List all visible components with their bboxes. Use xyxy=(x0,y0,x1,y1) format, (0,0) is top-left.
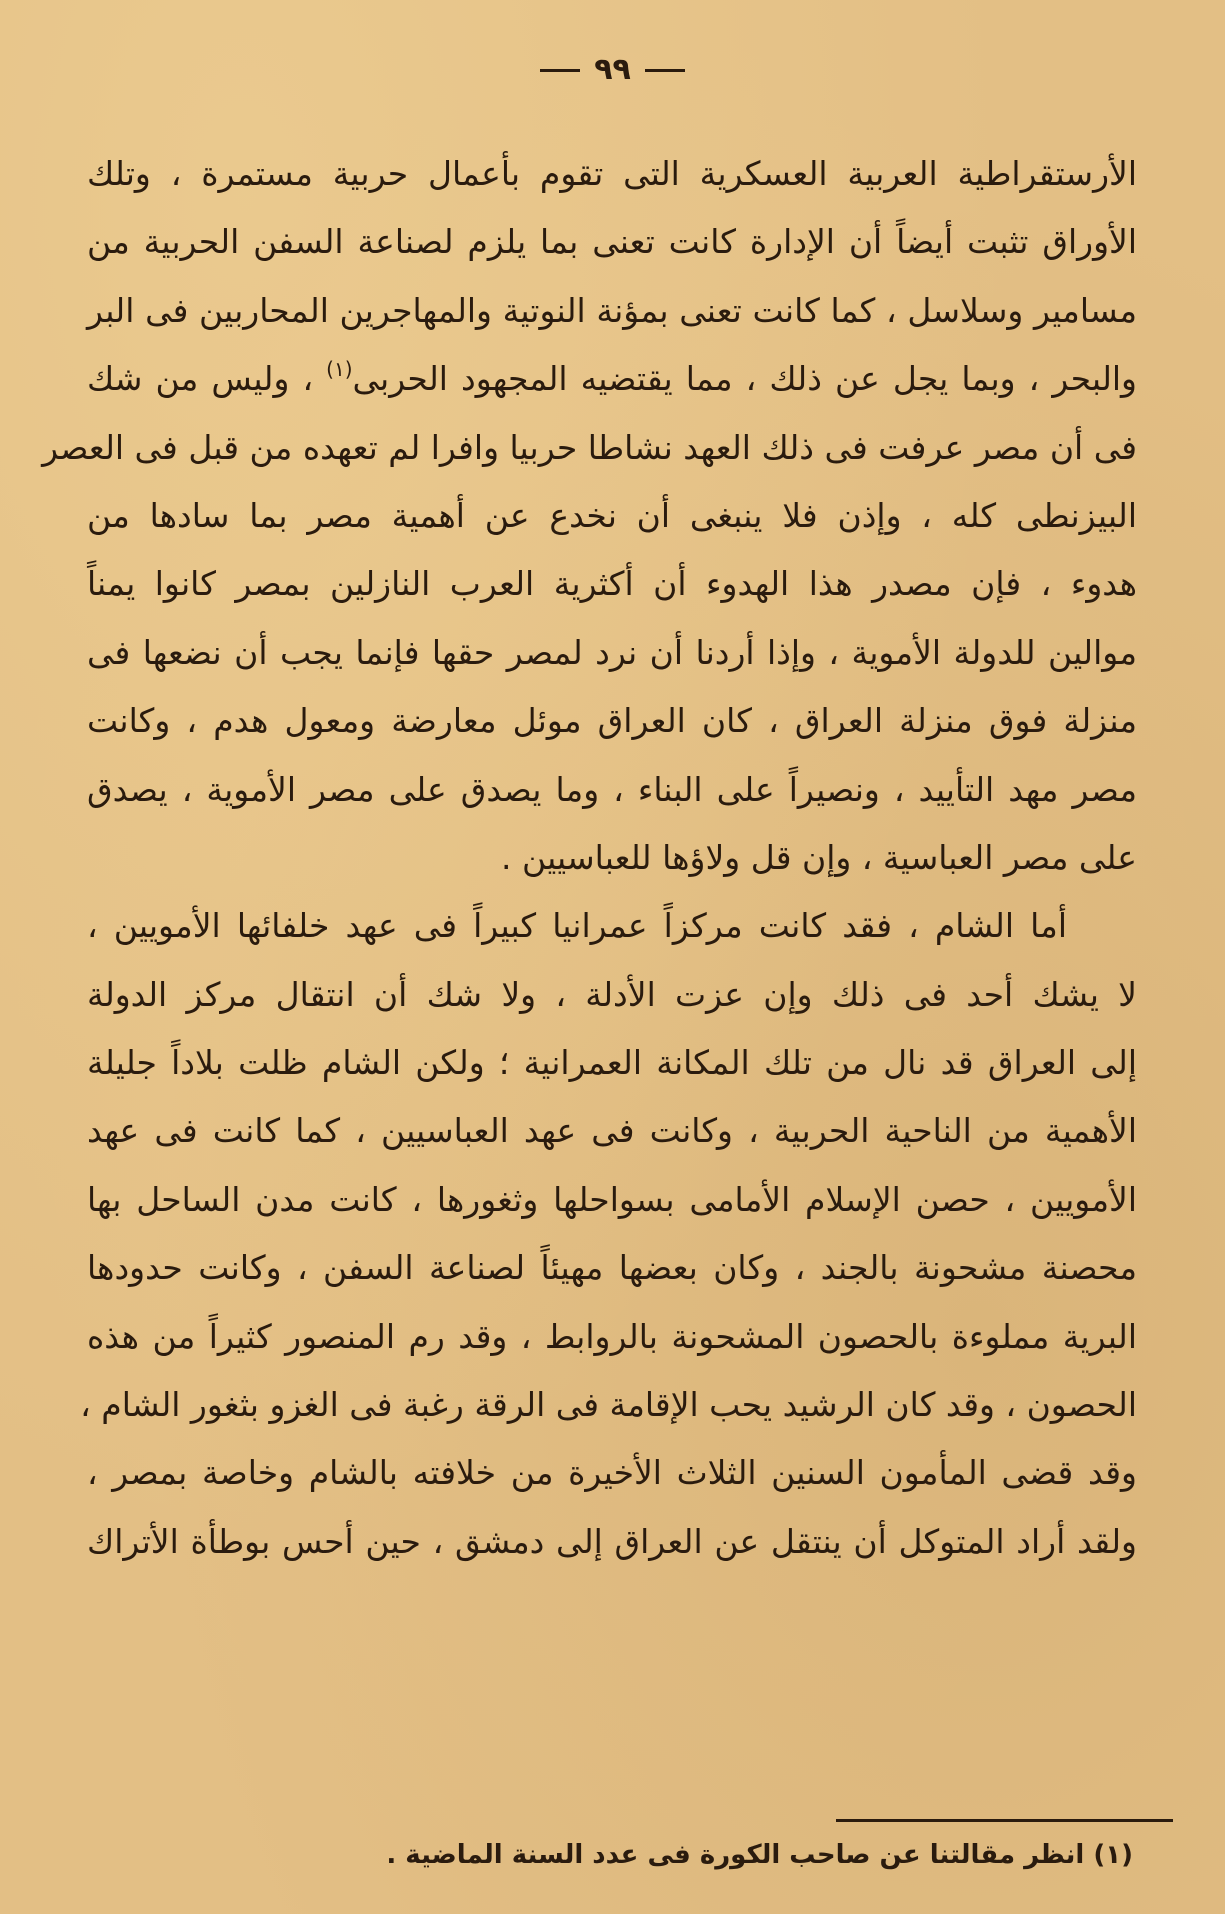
text-line: هدوء ، فإن مصدر هذا الهدوء أن أكثرية العرب النازلين بمصر كانوا يمناً xyxy=(87,564,1137,604)
text-line: الأهمية من الناحية الحربية ، وكانت فى عهد العباسيين ، كما كانت فى عهد xyxy=(87,1111,1137,1151)
text-line: مسامير وسلاسل ، كما كانت تعنى بمؤنة النوتية والمهاجرين المحاربين فى البر xyxy=(87,290,1137,330)
page-number xyxy=(0,52,1225,87)
text-line: البيزنطى كله ، وإذن فلا ينبغى أن نخدع عن أهمية مصر بما سادها من xyxy=(87,495,1137,535)
page-number-dash-left xyxy=(540,69,580,72)
footnote-divider xyxy=(836,1819,1173,1822)
text-line-head: والبحر ، وبما يجل عن ذلك ، مما يقتضيه المجهود الحربى xyxy=(352,359,1137,399)
footnote-reference[interactable]: (١) xyxy=(326,357,353,382)
text-line: موالين للدولة الأموية ، وإذا أردنا أن نرد لمصر حقها فإنما يجب أن نضعها فى xyxy=(87,632,1137,672)
text-line: لا يشك أحد فى ذلك وإن عزت الأدلة ، ولا شك أن انتقال مركز الدولة xyxy=(87,974,1137,1014)
page-number-value: ٩٩ xyxy=(594,52,631,87)
text-line-with-footnote-ref xyxy=(87,345,1137,413)
body-text xyxy=(42,140,1137,1576)
text-line: منزلة فوق منزلة العراق ، كان العراق موئل معارضة ومعول هدم ، وكانت xyxy=(87,701,1137,741)
text-line-tail: ، وليس من شك xyxy=(87,359,314,399)
footnote-text: انظر مقالتنا عن صاحب الكورة فى عدد السنة الماضية . xyxy=(386,1840,1085,1870)
text-line: ولقد أراد المتوكل أن ينتقل عن العراق إلى دمشق ، حين أحس بوطأة الأتراك xyxy=(87,1521,1137,1561)
footnote xyxy=(386,1840,1133,1870)
page-number-dash-right xyxy=(645,69,685,72)
text-line: فى أن مصر عرفت فى ذلك العهد نشاطا حربيا وافرا لم تعهده من قبل فى العصر xyxy=(42,427,1137,467)
paragraph-start-line: أما الشام ، فقد كانت مركزاً عمرانيا كبيراً فى عهد خلفائها الأمويين ، xyxy=(87,906,1067,946)
text-line: الأرستقراطية العربية العسكرية التى تقوم بأعمال حربية مستمرة ، وتلك xyxy=(87,154,1137,193)
text-line: وقد قضى المأمون السنين الثلاث الأخيرة من خلافته بالشام وخاصة بمصر ، xyxy=(87,1453,1137,1493)
text-line: مصر مهد التأييد ، ونصيراً على البناء ، وما يصدق على مصر الأموية ، يصدق xyxy=(87,769,1137,809)
paragraph-end-line: على مصر العباسية ، وإن قل ولاؤها للعباسيين . xyxy=(501,837,1137,877)
text-line: محصنة مشحونة بالجند ، وكان بعضها مهيئاً لصناعة السفن ، وكانت حدودها xyxy=(87,1248,1137,1288)
text-line: البرية مملوءة بالحصون المشحونة بالروابط ، وقد رم المنصور كثيراً من هذه xyxy=(87,1316,1137,1356)
text-line: الحصون ، وقد كان الرشيد يحب الإقامة فى الرقة رغبة فى الغزو بثغور الشام ، xyxy=(80,1385,1137,1425)
text-line: الأوراق تثبت أيضاً أن الإدارة كانت تعنى بما يلزم لصناعة السفن الحربية من xyxy=(87,222,1137,262)
footnote-marker: (١) xyxy=(1093,1840,1133,1870)
text-line: إلى العراق قد نال من تلك المكانة العمرانية ؛ ولكن الشام ظلت بلاداً جليلة xyxy=(87,1043,1137,1083)
text-line: الأمويين ، حصن الإسلام الأمامى بسواحلها وثغورها ، كانت مدن الساحل بها xyxy=(87,1179,1137,1219)
